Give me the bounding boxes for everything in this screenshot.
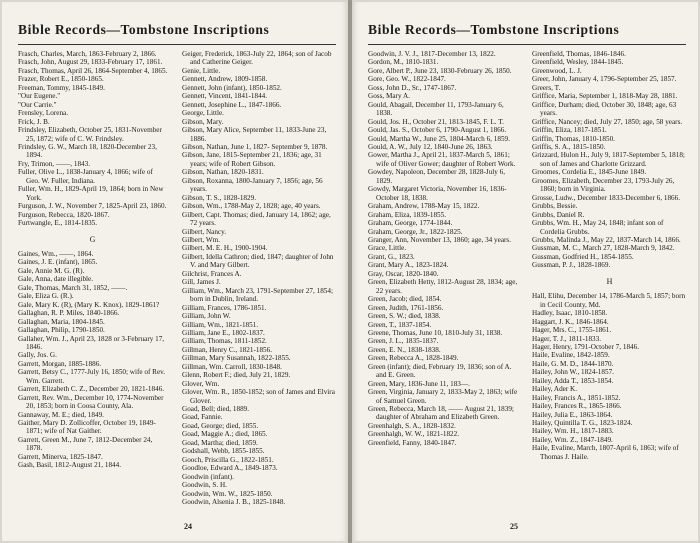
record-entry: Groomes, Elizabeth, December 23, 1793-July 26, 1860; born in Virginia. [532,176,675,194]
record-entry: Frick, J. B. [18,117,50,126]
record-entry: Hager, T. J., 1811-1833. [532,334,602,343]
record-entry: Groomes, Cordelia E., 1845-June 1849. [532,168,647,177]
record-entry: Hailey, Francis A., 1851-1852. [532,393,621,402]
record-entry: Green, Jacob; died, 1854. [368,295,442,304]
record-entry: Fuller, Olive L., 1838-January 4, 1866; wife of Geo. W. Fuller, Indiana. [18,168,153,185]
record-entry: Gale, Thomas, March 31, 1852, ——. [18,283,128,292]
record-entry: Goad, Fannie. [182,413,223,422]
record-entry: Glover, Wm. [182,379,220,388]
record-entry: Gibson, T. S., 1828-1829. [182,193,257,202]
record-entry: Hailey, Adda T., 1853-1854. [532,376,614,385]
right-col2-entries [532,50,688,270]
record-entry: Frasch, John, August 29, 1833-February 17, 1861. [18,58,163,67]
record-entry: Hailey, Frances R., 1865-1866. [532,402,622,411]
record-entry: Hailey, John W., 1824-1857. [532,368,614,377]
record-entry: Gore, Geo. W., 1822-1847. [368,75,446,84]
record-entry: Gillman, Mary Susannah, 1822-1855. [182,354,291,363]
record-entry: Frindsley, G. W., March 18, 1820-December 23, 1894. [18,142,157,160]
record-entry: Garrett, Minerva, 1825-1847. [18,452,103,461]
record-entry: Grosse, Ludw., December 1833-December 6, 1866. [532,193,681,202]
left-col1-entries [18,50,168,228]
record-entry: Gray, Oscar, 1820-1840. [368,269,439,278]
record-entry: Garrett, Morgan, 1885-1886. [18,359,102,368]
record-entry: Green, Rebecca A., 1828-1849. [368,354,459,363]
record-entry: Grant, Mary A., 1823-1824. [368,261,449,270]
record-entry: Glenn, Robert F.; died, July 21, 1829. [182,371,291,380]
record-entry: Gale, Eliza G. (R.). [18,292,74,301]
record-entry: Gussman, Godfried H., 1854-1855. [532,252,634,261]
record-entry: Gibson, Nathan, 1820-1831. [182,168,264,177]
record-entry: Gennett, Vincent, 1841-1844. [182,92,268,101]
record-entry: Frasch, Thomas, April 26, 1864-September 4, 1865. [18,66,168,75]
record-entry: Grubbs, Malinda J., May 22, 1837-March 14, 1866. [532,235,681,244]
record-entry: Gennett, Andrew, 1809-1858. [182,75,268,84]
record-entry: Gale, Annie M. G. (R). [18,266,85,275]
record-entry: Gore, Albert P., June 23, 1830-February 26, 1850. [368,66,512,75]
record-entry: Gennett, Josephine L., 1847-1866. [182,100,282,109]
record-entry: Gannaway, M. E.; died, 1849. [18,410,104,419]
record-entry: Haile, Evaline, March, 1807-April 6, 1863; wife of Thomas J. Haile. [532,444,679,461]
record-entry: Gilliam, Thomas, 1811-1852. [182,337,267,346]
record-entry: Gould, Jas. S., October 6, 1790-August 1, 1866. [368,126,507,135]
record-entry: Gilliam, Frances, 1786-1851. [182,303,267,312]
record-entry: Gaines, J. E. (infant), 1865. [18,258,98,267]
right-page-number: 25 [510,522,518,531]
record-entry: Frindsley, Elizabeth, October 25, 1831-November 25, 1872; wife of C. W. Frindsley. [18,126,162,143]
record-entry: Gibson, Nathan, June 1, 1827- September 9, 1878. [182,142,328,151]
record-entry: Graham, Andrew, 1788-May 15, 1822. [368,202,480,211]
record-entry: Greenwood, L. J. [532,66,582,75]
record-entry: Greenfield, Thomas, 1846-1846. [532,50,626,58]
left-column-1 [18,50,168,470]
record-entry: Gallaher, Wm. J., April 23, 1828 or 3-February 17, 1846. [18,334,165,351]
record-entry: Greene, Thomas, June 10, 1810-July 31, 1838. [368,328,503,337]
record-entry: Green (infant); died, February 19, 1836; son of A. and E. Green. [368,362,512,380]
record-entry: Gallaghan, Maria, 1804-1845. [18,317,105,326]
record-entry: Furguson, Rebecca, 1820-1867. [18,210,110,219]
record-entry: Goodwin, J. V. J., 1817-December 13, 1822. [368,50,496,58]
record-entry: Griffice, Durham; died, October 30, 1848; age, 63 years. [532,100,677,118]
record-entry: Genie, Little. [182,66,221,75]
record-entry: Hailey, Julia E., 1863-1864. [532,410,613,419]
record-entry: Greenfield, Wesley, 1844-1845. [532,58,624,67]
record-entry: Gale, Anna, date illegible. [18,275,94,284]
record-entry: Goss, Mary A. [368,92,410,101]
left-col1-g-entries [18,250,168,470]
record-entry: Goodloe, Edward A., 1849-1873. [182,464,278,473]
record-entry: Gallaghan, R. P. Miles, 1840-1866. [18,309,120,318]
record-entry: "Our Carrie." [18,100,57,109]
record-entry: Gilliam, Jane E., 1802-1837. [182,328,265,337]
record-entry: Gower, Martha J., April 21, 1837-March 5, 1861; wife of Oliver Gower; daughter of Robert Work. [368,151,516,168]
left-page-number: 24 [184,522,192,531]
left-column-2 [182,50,336,506]
section-heading-h: H [606,276,614,286]
record-entry: Grubbs, Bessie. [532,202,578,211]
record-entry: Garrett, Rev. Wm., December 10, 1774-November 20, 1853; born in Coosa County, Ala. [18,393,164,411]
record-entry: George, Little. [182,109,224,118]
record-entry: Hailey, Quintilla T. G., 1823-1824. [532,419,633,428]
record-entry: Green, E. N., 1838-1838. [368,345,441,354]
record-entry: Gally, Jos. G. [18,351,57,360]
right-column-2 [532,50,688,461]
right-page-header: Bible Records—Tombstone Inscriptions [368,22,620,37]
right-col2-h-entries [532,292,688,461]
record-entry: Green, Mary, 1836-June 11, 183—. [368,379,470,388]
left-header-rule [18,44,336,45]
record-entry: Hailey, Ader K. [532,385,578,394]
record-entry: Fry, Trimon, ——, 1843. [18,159,91,168]
record-entry: Griffice, Maria, September 1, 1818-May 28, 1881. [532,92,678,101]
record-entry: Green, S. W.; died, 1838. [368,312,441,321]
record-entry: Green, Virginia, January 2, 1833-May 2, 1863; wife of Samuel Green. [368,388,518,405]
record-entry: Green, J. L., 1835-1837. [368,337,439,346]
record-entry: Furtwangle, E., 1814-1835. [18,219,98,228]
record-entry: Goad, Maggie A.; died, 1865. [182,430,268,439]
record-entry: Gibson, Mary. [182,117,224,126]
record-entry: Gould, Jos. H., October 21, 1813-1845, F. L. T. [368,117,504,126]
record-entry: Green, T., 1837-1854. [368,320,432,329]
record-entry: Grant, G., 1823. [368,252,415,261]
record-entry: Goodwin, Alsenia J. B., 1825-1848. [182,498,286,507]
record-entry: Frasch, Charles, March, 1863-February 2, 1866. [18,50,157,58]
record-entry: Hadley, Isaac, 1810-1858. [532,309,608,318]
record-entry: Graham, Eliza, 1839-1855. [368,210,447,219]
record-entry: Gowdy, Margaret Victoria, November 16, 1836-October 18, 1838. [368,185,507,202]
record-entry: Goss, John D., Sr., 1747-1867. [368,83,457,92]
record-entry: Greer, John, January 4, 1796-September 25, 1857. [532,75,677,84]
record-entry: Glover, Wm. R., 1850-1852; son of James and Elvira Glover. [182,388,335,405]
record-entry: Gould, A. W., July 12, 1840-June 26, 1863. [368,142,493,151]
left-page [2,2,348,541]
record-entry: Gilbert, Idella Cathron; died, 1847; daughter of John V. and Mary Gilbert. [182,252,334,270]
left-page-header: Bible Records—Tombstone Inscriptions [18,22,270,37]
record-entry: Furguson, J. W., November 7, 1825-April 23, 1860. [18,202,167,211]
left-col2-entries [182,50,336,506]
record-entry: Goodwin, S. H. [182,481,227,490]
record-entry: Graham, George, 1774-1844. [368,219,453,228]
record-entry: Haile, Evaline, 1842-1859. [532,351,610,360]
record-entry: Green, Rebecca, March 18, —— August 21, 1839; daughter of Abraham and Elizabeth Green. [368,405,514,422]
record-entry: Frensley, Lorena. [18,109,69,118]
record-entry: Greenfield, Fanny, 1840-1847. [368,438,457,447]
record-entry: Gillman, Wm. Carroll, 1830-1848. [182,362,282,371]
record-entry: Goodwin (infant). [182,472,234,481]
record-entry: Graham, George, Jr., 1822-1825. [368,227,463,236]
record-entry: Greenhalgh, W. W., 1821-1822. [368,430,460,439]
record-entry: Gilbert, M. E. H., 1900-1904. [182,244,268,253]
record-entry: Grizzard, Hulon H., July 9, 1817-September 5, 1818; son of James and Charlotte Grizzard. [532,151,685,168]
record-entry: Granger, Ann, November 13, 1860; age, 34 years. [368,235,512,244]
right-header-rule [368,44,686,45]
record-entry: Gilbert, Capt. Thomas; died, January 14, 1862; age, 72 years. [182,210,331,228]
record-entry: Freeman, Tommy, 1845-1849. [18,83,105,92]
record-entry: Godshall, Webb, 1855-1855. [182,447,265,456]
record-entry: Hailey, Wm. H., 1817-1883. [532,427,614,436]
record-entry: Hager, Henry, 1791-October 7, 1846. [532,342,640,351]
right-column-1 [368,50,518,447]
section-heading-g: G [89,234,97,244]
record-entry: Gordon, M., 1810-1831. [368,58,439,67]
record-entry: Hager, Mrs. C., 1755-1861. [532,326,612,335]
record-entry: Frazer, Robert E., 1850-1865. [18,75,104,84]
record-entry: Gilliam, Wm., 1821-1851. [182,320,259,329]
record-entry: Gill, James J. [182,278,221,287]
record-entry: Gash, Basil, 1812-August 21, 1844. [18,461,122,470]
record-entry: Gallaghan, Philip, 1790-1850. [18,326,105,335]
record-entry: Geiger, Frederick, 1863-July 22, 1864; son of Jacob and Catherine Geiger. [182,50,332,67]
record-entry: Gilbert, Wm. [182,235,220,244]
record-entry: Green, Judith, 1761-1856. [368,303,444,312]
record-entry: Gussman, P. J., 1828-1869. [532,261,611,270]
record-entry: Haile, G. M. D., 1844-1870. [532,359,614,368]
record-entry: Goad, Martha; died, 1859. [182,438,258,447]
record-entry: Gennett, John (infant), 1850-1852. [182,83,282,92]
record-entry: Haggart, J. K., 1846-1864. [532,317,609,326]
record-entry: Gilliam, John W. [182,312,231,321]
record-entry: Gowdey, Napoleon, December 28, 1828-July 6, 1829. [368,168,506,185]
record-entry: Gould, Abagail, December 11, 1793-January 6, 1838. [368,100,504,118]
record-entry: Gooch, Priscilla G., 1822-1851. [182,455,274,464]
record-entry: Griffin, Eliza, 1817-1851. [532,126,607,135]
record-entry: Gibson, Roxanna, 1800-January 7, 1856; age, 56 years. [182,176,323,194]
record-entry: Gibson, Wm., 1788-May 2, 1828; age, 40 years. [182,202,321,211]
record-entry: Griffin, Thomas, 1810-1850. [532,134,615,143]
record-entry: Hall, Elihu, December 14, 1786-March 5, 1857; born in Cecil County, Md. [532,292,686,309]
record-entry: Fuller, Wm. H., 1829-April 19, 1864; born in New York. [18,185,164,202]
record-entry: Gaither, Mary D. Zollicoffer, October 19, 1849-1871; wife of Nat Gaither. [18,419,156,436]
record-entry: Goad, George; died, 1855. [182,421,259,430]
record-entry: "Our Eugene." [18,92,61,101]
record-entry: Grace, Little. [368,244,407,253]
right-col1-entries [368,50,518,447]
record-entry: Goad, Bell; died, 1889. [182,405,250,414]
record-entry: Gibson, Jane, 1815-September 21, 1836; age, 31 years; wife of Robert Gibson. [182,151,322,168]
record-entry: Gale, Mary K. (R), (Mary K. Knox), 1829-1861? [18,300,160,309]
record-entry: Hailey, Wm. Z., 1847-1849. [532,435,613,444]
record-entry: Gould, Martha W., June 25, 1804-March 6, 1859. [368,134,510,143]
record-entry: Garrett, Betsy C., 1777-July 16, 1850; wife of Rev. Wm. Garrett. [18,368,166,385]
record-entry: Grubbs, Daniel R. [532,210,585,219]
record-entry: Gilbert, Nancy. [182,227,227,236]
record-entry: Gaines, Wm., ——, 1864. [18,249,94,258]
record-entry: Greenhalgh, S. A., 1828-1832. [368,421,456,430]
record-entry: Grubbs, Wm. H., May 24, 1848; infant son of Cordelia Grubbs. [532,219,664,236]
record-entry: Garrett, Elizabeth C. Z., December 20, 1821-1846. [18,385,165,394]
record-entry: Gilchrist, Frances A. [182,269,242,278]
right-page [352,2,698,541]
record-entry: Goodwin, Wm. W., 1825-1850. [182,489,273,498]
record-entry: Griffis, S. A., 1815-1850. [532,142,606,151]
record-entry: Griffice, Nancey; died, July 27, 1850; age, 58 years. [532,117,683,126]
record-entry: Gibson, Mary Alice, September 11, 1833-June 23, 1886. [182,126,327,143]
record-entry: Garrett, Green M., June 7, 1812-December 24, 1878. [18,435,153,453]
record-entry: Gilliam, Wm., March 23, 1791-September 27, 1854; born in Dublin, Ireland. [182,286,333,304]
record-entry: Gussman, M. C., March 27, 1828-March 9, 1842. [532,244,675,253]
record-entry: Greers, T. [532,83,561,92]
record-entry: Gillman, Henry C., 1821-1856. [182,345,273,354]
record-entry: Green, Elizabeth Hetty, 1812-August 28, 1834; age, 22 years. [368,278,518,295]
